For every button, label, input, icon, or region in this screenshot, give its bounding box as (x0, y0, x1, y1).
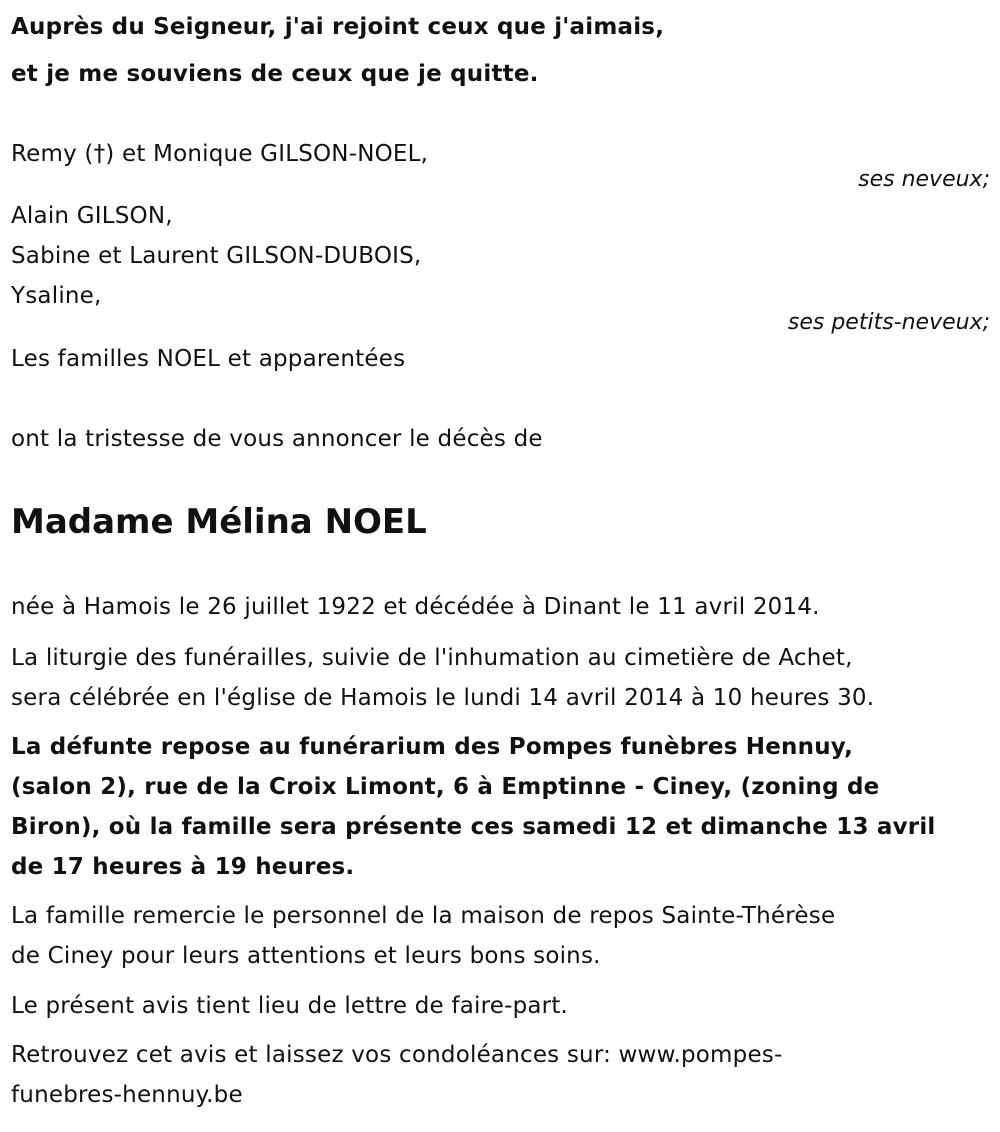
online-line: Retrouvez cet avis et laissez vos condoléances sur: www.pompes- (11, 1042, 783, 1068)
deceased-name: Madame Mélina NOEL (11, 502, 427, 542)
repose-line: (salon 2), rue de la Croix Limont, 6 à Emptinne - Ciney, (zoning de (11, 774, 880, 800)
announcement-text: ont la tristesse de vous annoncer le décès de (11, 426, 543, 452)
epigraph-line-2: et je me souviens de ceux que je quitte. (11, 61, 539, 87)
relation-label: ses petits-neveux; (787, 310, 990, 335)
notice-text: Le présent avis tient lieu de lettre de faire-part. (11, 993, 569, 1019)
repose-line: de 17 heures à 19 heures. (11, 854, 355, 880)
liturgy-line: sera célébrée en l'église de Hamois le lundi 14 avril 2014 à 10 heures 30. (11, 685, 875, 711)
epigraph-line-1: Auprès du Seigneur, j'ai rejoint ceux que j'aimais, (11, 14, 665, 40)
family-name: Sabine et Laurent GILSON-DUBOIS, (11, 243, 422, 269)
thanks-line: de Ciney pour leurs attentions et leurs bons soins. (11, 943, 601, 969)
family-others: Les familles NOEL et apparentées (11, 346, 406, 372)
thanks-line: La famille remercie le personnel de la maison de repos Sainte-Thérèse (11, 903, 836, 929)
relation-label: ses neveux; (858, 167, 990, 192)
family-name: Remy (†) et Monique GILSON-NOEL, (11, 141, 429, 167)
online-line: funebres-hennuy.be (11, 1082, 243, 1108)
birth-death-text: née à Hamois le 26 juillet 1922 et décédée à Dinant le 11 avril 2014. (11, 594, 820, 620)
repose-line: Biron), où la famille sera présente ces samedi 12 et dimanche 13 avril (11, 814, 936, 840)
repose-line: La défunte repose au funérarium des Pompes funèbres Hennuy, (11, 734, 854, 760)
family-name: Ysaline, (11, 283, 102, 309)
liturgy-line: La liturgie des funérailles, suivie de l'inhumation au cimetière de Achet, (11, 645, 853, 671)
family-name: Alain GILSON, (11, 203, 173, 229)
